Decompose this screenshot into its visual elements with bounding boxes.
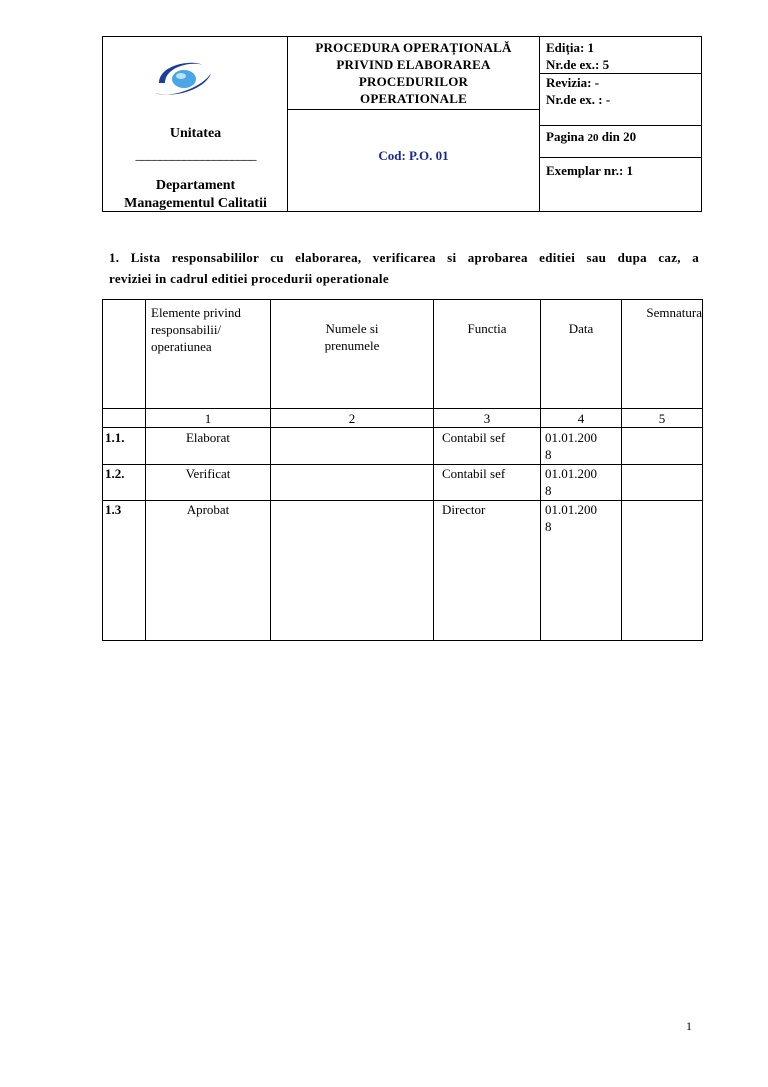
page-current: 20: [587, 132, 599, 144]
row-number: 1.3: [105, 502, 122, 517]
company-logo-icon: [151, 53, 215, 105]
header-elements-line: Elemente privind: [151, 305, 241, 320]
section-heading-line: reviziei in cadrul editiei procedurii operationale: [109, 271, 389, 286]
row-date-line: 8: [545, 447, 552, 462]
divider: [540, 157, 701, 158]
page-suffix: din 20: [601, 129, 637, 144]
row-date-line: 8: [545, 483, 552, 498]
page-number: 1: [686, 1019, 692, 1033]
section-heading: [109, 247, 699, 289]
column-rule: [540, 300, 541, 640]
unit-label: Unitatea: [169, 126, 222, 141]
row-date-line: 01.01.200: [545, 430, 597, 445]
header-name-line: prenumele: [324, 338, 380, 353]
revision: Revizia: -: [546, 75, 600, 90]
responsibility-table: [102, 299, 703, 641]
header-date: Data: [568, 321, 594, 336]
header-meta-column: [540, 37, 701, 211]
section-heading-line: 1. Lista responsabililor cu elaborarea, verificarea si aprobarea editiei sau dupa caz, a: [109, 250, 699, 265]
header-function: Functia: [467, 321, 507, 336]
header-unit-column: [103, 37, 288, 211]
header-elements-line: responsabilii/: [151, 322, 222, 337]
edition: Ediția: 1: [546, 40, 595, 55]
exemplar-number: Exemplar nr.: 1: [546, 163, 634, 178]
row-date-line: 01.01.200: [545, 502, 597, 517]
row-date-line: 8: [545, 519, 552, 534]
header-elements: [151, 304, 269, 355]
row-element: Elaborat: [185, 430, 231, 445]
row-number: 1.1.: [105, 430, 125, 445]
column-rule: [621, 300, 622, 640]
column-number: 3: [483, 411, 491, 426]
column-number: 5: [658, 411, 666, 426]
procedure-code: Cod: P.O. 01: [378, 148, 449, 163]
column-rule: [433, 300, 434, 640]
row-function: Contabil sef: [442, 430, 506, 445]
department-name: Managementul Calitatii: [124, 196, 267, 211]
department-label: Departament: [155, 178, 236, 193]
page-info: [546, 128, 636, 147]
copies-edition: Nr.de ex.: 5: [546, 57, 610, 72]
row-function: Contabil sef: [442, 466, 506, 481]
row-date: [545, 501, 597, 535]
header-signature: Semnatura: [646, 305, 702, 320]
procedure-title-line: PRIVIND ELABORAREA: [336, 57, 491, 72]
row-function: Director: [442, 502, 486, 517]
procedure-title: [288, 39, 539, 107]
row-element: Verificat: [185, 466, 231, 481]
header-title-column: [288, 37, 540, 211]
column-number: 1: [204, 411, 212, 426]
unit-name-line: ____________________: [135, 148, 256, 163]
column-number: 2: [348, 411, 356, 426]
procedure-title-line: PROCEDURA OPERAȚIONALĂ: [315, 40, 512, 55]
column-number: 4: [577, 411, 585, 426]
row-number: 1.2.: [105, 466, 125, 481]
procedure-title-line: OPERATIONALE: [360, 91, 467, 106]
divider: [288, 109, 539, 110]
page-prefix: Pagina: [546, 129, 585, 144]
divider: [540, 125, 701, 126]
row-rule: [103, 408, 702, 409]
header-elements-line: operatiunea: [151, 339, 212, 354]
row-element: Aprobat: [186, 502, 230, 517]
procedure-title-line: PROCEDURILOR: [358, 74, 469, 89]
row-date: [545, 429, 597, 463]
row-date-line: 01.01.200: [545, 466, 597, 481]
document-header: [102, 36, 702, 212]
header-name-line: Numele si: [325, 321, 379, 336]
row-date: [545, 465, 597, 499]
copies-revision: Nr.de ex. : -: [546, 92, 611, 107]
row-rule: [103, 427, 702, 428]
header-name: [271, 320, 433, 354]
